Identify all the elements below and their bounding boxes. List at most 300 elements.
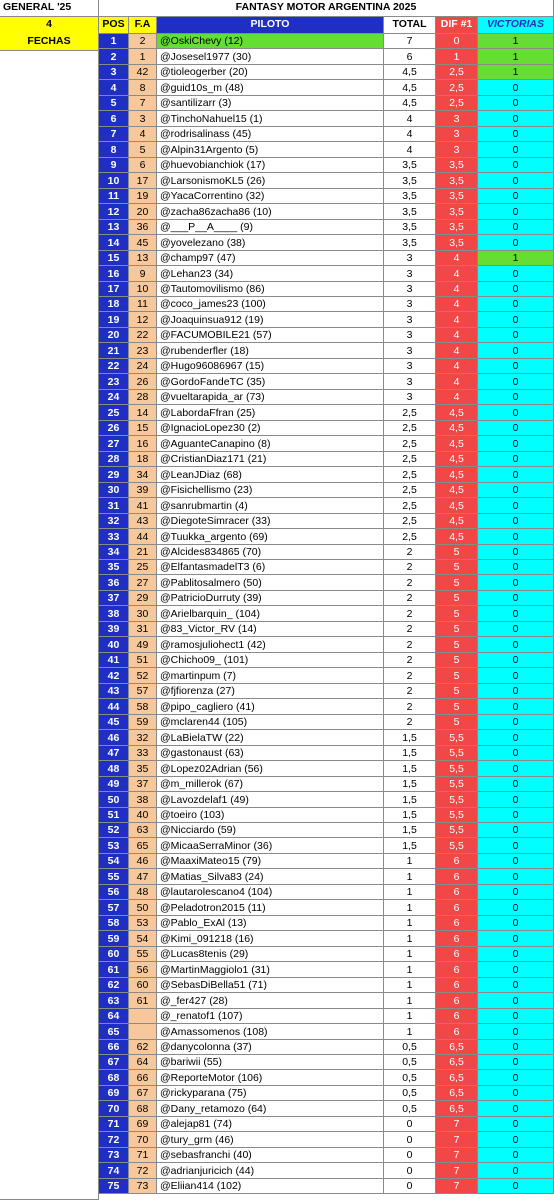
total-cell: 2,5 — [384, 483, 436, 498]
fa-cell: 40 — [129, 808, 157, 823]
fa-cell: 61 — [129, 993, 157, 1009]
dif-cell: 5 — [436, 715, 478, 730]
pos-cell: 33 — [99, 529, 129, 545]
dif-cell: 2,5 — [436, 80, 478, 96]
piloto-cell: @CristianDiaz171 (21) — [157, 452, 384, 467]
total-cell: 2,5 — [384, 514, 436, 529]
victorias-cell: 0 — [478, 575, 554, 591]
dif-cell: 6 — [436, 916, 478, 931]
side-column — [0, 51, 99, 1200]
dif-cell: 5,5 — [436, 761, 478, 777]
fa-cell: 68 — [129, 1101, 157, 1117]
victorias-cell: 0 — [478, 916, 554, 931]
total-cell: 3 — [384, 343, 436, 359]
piloto-cell: @LarsonismoKL5 (26) — [157, 173, 384, 189]
victorias-cell: 0 — [478, 359, 554, 374]
pos-cell: 52 — [99, 823, 129, 838]
pos-cell: 11 — [99, 189, 129, 204]
dif-cell: 6 — [436, 962, 478, 978]
fa-cell: 49 — [129, 637, 157, 653]
victorias-cell: 0 — [478, 1055, 554, 1070]
pos-cell: 40 — [99, 637, 129, 653]
victorias-cell: 0 — [478, 885, 554, 900]
fa-cell: 55 — [129, 947, 157, 962]
table-title: FANTASY MOTOR ARGENTINA 2025 — [99, 0, 554, 17]
fa-cell: 35 — [129, 761, 157, 777]
dif-cell: 5,5 — [436, 808, 478, 823]
victorias-cell: 0 — [478, 436, 554, 452]
piloto-cell: @GordoFandeTC (35) — [157, 374, 384, 390]
total-cell: 3 — [384, 312, 436, 328]
dif-cell: 5 — [436, 699, 478, 715]
pos-cell: 9 — [99, 158, 129, 173]
total-cell: 1 — [384, 854, 436, 869]
piloto-cell: @Tautomovilismo (86) — [157, 282, 384, 297]
victorias-cell: 0 — [478, 390, 554, 405]
pos-cell: 24 — [99, 390, 129, 405]
dif-cell: 5 — [436, 545, 478, 560]
fa-cell: 26 — [129, 374, 157, 390]
piloto-cell: @AguanteCanapino (8) — [157, 436, 384, 452]
total-cell: 3 — [384, 390, 436, 405]
fa-cell: 34 — [129, 467, 157, 483]
fa-cell: 29 — [129, 591, 157, 606]
total-cell: 3 — [384, 328, 436, 343]
piloto-cell: @Kimi_091218 (16) — [157, 931, 384, 947]
total-cell: 2 — [384, 637, 436, 653]
total-cell: 2 — [384, 545, 436, 560]
piloto-cell: @Hugo96086967 (15) — [157, 359, 384, 374]
pos-cell: 4 — [99, 80, 129, 96]
dif-cell: 5,5 — [436, 746, 478, 761]
victorias-cell: 0 — [478, 900, 554, 916]
header-total: TOTAL — [384, 17, 436, 34]
victorias-cell: 0 — [478, 421, 554, 436]
victorias-cell: 0 — [478, 266, 554, 282]
dif-cell: 4 — [436, 251, 478, 266]
total-cell: 1 — [384, 1009, 436, 1024]
fa-cell: 46 — [129, 854, 157, 869]
piloto-cell: @martinpum (7) — [157, 668, 384, 684]
fa-cell: 44 — [129, 529, 157, 545]
fa-cell: 13 — [129, 251, 157, 266]
pos-cell: 63 — [99, 993, 129, 1009]
dif-cell: 3,5 — [436, 189, 478, 204]
fa-cell: 8 — [129, 80, 157, 96]
dif-cell: 7 — [436, 1179, 478, 1194]
fa-cell: 58 — [129, 699, 157, 715]
victorias-cell: 0 — [478, 312, 554, 328]
pos-cell: 64 — [99, 1009, 129, 1024]
total-cell: 3,5 — [384, 235, 436, 251]
pos-cell: 45 — [99, 715, 129, 730]
dif-cell: 4,5 — [436, 467, 478, 483]
pos-cell: 75 — [99, 1179, 129, 1194]
total-cell: 4,5 — [384, 96, 436, 111]
dif-cell: 1 — [436, 49, 478, 65]
fa-cell: 54 — [129, 931, 157, 947]
fa-cell: 4 — [129, 127, 157, 142]
victorias-cell: 0 — [478, 854, 554, 869]
pos-cell: 13 — [99, 220, 129, 235]
piloto-cell: @rickyparana (75) — [157, 1086, 384, 1101]
total-cell: 0 — [384, 1163, 436, 1179]
piloto-cell: @PatricioDurruty (39) — [157, 591, 384, 606]
pos-cell: 67 — [99, 1055, 129, 1070]
total-cell: 4,5 — [384, 65, 436, 80]
total-cell: 3,5 — [384, 220, 436, 235]
victorias-cell: 0 — [478, 96, 554, 111]
pos-cell: 42 — [99, 668, 129, 684]
piloto-cell: @huevobianchiok (17) — [157, 158, 384, 173]
pos-cell: 6 — [99, 111, 129, 127]
victorias-cell: 0 — [478, 1101, 554, 1117]
piloto-cell: @83_Victor_RV (14) — [157, 622, 384, 637]
total-cell: 1,5 — [384, 746, 436, 761]
piloto-cell: @fjfiorenza (27) — [157, 684, 384, 699]
piloto-cell: @DiegoteSimracer (33) — [157, 514, 384, 529]
fa-cell: 47 — [129, 869, 157, 885]
piloto-cell: @rubenderfler (18) — [157, 343, 384, 359]
pos-cell: 3 — [99, 65, 129, 80]
pos-cell: 62 — [99, 978, 129, 993]
total-cell: 7 — [384, 34, 436, 49]
total-cell: 2,5 — [384, 498, 436, 514]
piloto-cell: @LeanJDiaz (68) — [157, 467, 384, 483]
total-cell: 2,5 — [384, 421, 436, 436]
piloto-cell: @OskiChevy (12) — [157, 34, 384, 49]
total-cell: 1 — [384, 916, 436, 931]
victorias-cell: 0 — [478, 80, 554, 96]
dif-cell: 4 — [436, 312, 478, 328]
piloto-cell: @Peladotron2015 (11) — [157, 900, 384, 916]
total-cell: 2 — [384, 591, 436, 606]
fa-cell: 9 — [129, 266, 157, 282]
pos-cell: 5 — [99, 96, 129, 111]
total-cell: 3,5 — [384, 189, 436, 204]
total-cell: 4 — [384, 142, 436, 158]
dif-cell: 7 — [436, 1117, 478, 1132]
pos-cell: 72 — [99, 1132, 129, 1148]
fa-cell: 33 — [129, 746, 157, 761]
pos-cell: 70 — [99, 1101, 129, 1117]
victorias-cell: 0 — [478, 622, 554, 637]
victorias-cell: 0 — [478, 978, 554, 993]
pos-cell: 2 — [99, 49, 129, 65]
pos-cell: 1 — [99, 34, 129, 49]
fa-cell: 17 — [129, 173, 157, 189]
dif-cell: 4 — [436, 328, 478, 343]
dif-cell: 6 — [436, 947, 478, 962]
dif-cell: 3 — [436, 142, 478, 158]
piloto-cell: @Arielbarquin_ (104) — [157, 606, 384, 622]
victorias-cell: 0 — [478, 777, 554, 792]
dif-cell: 4,5 — [436, 483, 478, 498]
dif-cell: 2,5 — [436, 96, 478, 111]
dif-cell: 3,5 — [436, 204, 478, 220]
total-cell: 3 — [384, 359, 436, 374]
victorias-cell: 0 — [478, 808, 554, 823]
victorias-cell: 1 — [478, 34, 554, 49]
victorias-cell: 0 — [478, 158, 554, 173]
pos-cell: 26 — [99, 421, 129, 436]
total-cell: 0,5 — [384, 1086, 436, 1101]
header-victorias: VICTORIAS — [478, 17, 554, 34]
fa-cell: 59 — [129, 715, 157, 730]
piloto-cell: @_fer427 (28) — [157, 993, 384, 1009]
total-cell: 2 — [384, 560, 436, 575]
dif-cell: 6 — [436, 931, 478, 947]
pos-cell: 8 — [99, 142, 129, 158]
fa-cell: 37 — [129, 777, 157, 792]
fa-cell: 36 — [129, 220, 157, 235]
piloto-cell: @rodrisalinass (45) — [157, 127, 384, 142]
total-cell: 2,5 — [384, 529, 436, 545]
victorias-cell: 0 — [478, 823, 554, 838]
pos-cell: 27 — [99, 436, 129, 452]
header-dif: DIF #1 — [436, 17, 478, 34]
piloto-cell: @Pablo_ExAl (13) — [157, 916, 384, 931]
piloto-cell: @Nicciardo (59) — [157, 823, 384, 838]
victorias-cell: 0 — [478, 328, 554, 343]
total-cell: 3 — [384, 374, 436, 390]
victorias-cell: 0 — [478, 746, 554, 761]
victorias-cell: 0 — [478, 684, 554, 699]
piloto-cell: @gastonaust (63) — [157, 746, 384, 761]
sheet-label: GENERAL '25 — [0, 0, 99, 17]
fa-cell: 41 — [129, 498, 157, 514]
dif-cell: 6,5 — [436, 1040, 478, 1055]
piloto-cell: @toeiro (103) — [157, 808, 384, 823]
victorias-cell: 0 — [478, 1086, 554, 1101]
fa-cell: 22 — [129, 328, 157, 343]
total-cell: 0 — [384, 1117, 436, 1132]
pos-cell: 55 — [99, 869, 129, 885]
victorias-cell: 1 — [478, 49, 554, 65]
dif-cell: 5,5 — [436, 730, 478, 746]
fa-cell: 25 — [129, 560, 157, 575]
total-cell: 2 — [384, 699, 436, 715]
piloto-cell: @vueltarapida_ar (73) — [157, 390, 384, 405]
pos-cell: 16 — [99, 266, 129, 282]
dif-cell: 4 — [436, 266, 478, 282]
total-cell: 0 — [384, 1132, 436, 1148]
victorias-cell: 0 — [478, 498, 554, 514]
victorias-cell: 0 — [478, 591, 554, 606]
piloto-cell: @champ97 (47) — [157, 251, 384, 266]
total-cell: 1 — [384, 869, 436, 885]
victorias-cell: 0 — [478, 405, 554, 421]
total-cell: 1,5 — [384, 730, 436, 746]
dif-cell: 5,5 — [436, 823, 478, 838]
victorias-cell: 0 — [478, 1132, 554, 1148]
piloto-cell: @bariwii (55) — [157, 1055, 384, 1070]
piloto-cell: @coco_james23 (100) — [157, 297, 384, 312]
dif-cell: 4 — [436, 390, 478, 405]
dif-cell: 4,5 — [436, 452, 478, 467]
fa-cell: 11 — [129, 297, 157, 312]
piloto-cell: @Alcides834865 (70) — [157, 545, 384, 560]
piloto-cell: @Josesel1977 (30) — [157, 49, 384, 65]
victorias-cell: 0 — [478, 715, 554, 730]
piloto-cell: @m_millerok (67) — [157, 777, 384, 792]
victorias-cell: 0 — [478, 931, 554, 947]
fa-cell: 30 — [129, 606, 157, 622]
victorias-cell: 0 — [478, 173, 554, 189]
fa-cell: 15 — [129, 421, 157, 436]
victorias-cell: 0 — [478, 947, 554, 962]
dif-cell: 5 — [436, 560, 478, 575]
piloto-cell: @Lucas8tenis (29) — [157, 947, 384, 962]
pos-cell: 71 — [99, 1117, 129, 1132]
piloto-cell: @pipo_cagliero (41) — [157, 699, 384, 715]
dif-cell: 5 — [436, 637, 478, 653]
fa-cell: 66 — [129, 1070, 157, 1086]
victorias-cell: 0 — [478, 374, 554, 390]
dif-cell: 4,5 — [436, 436, 478, 452]
total-cell: 0,5 — [384, 1055, 436, 1070]
dif-cell: 5 — [436, 622, 478, 637]
dif-cell: 4 — [436, 343, 478, 359]
fa-cell: 72 — [129, 1163, 157, 1179]
total-cell: 0,5 — [384, 1070, 436, 1086]
pos-cell: 25 — [99, 405, 129, 421]
total-cell: 1,5 — [384, 761, 436, 777]
victorias-cell: 0 — [478, 235, 554, 251]
piloto-cell: @Matias_Silva83 (24) — [157, 869, 384, 885]
total-cell: 1 — [384, 931, 436, 947]
dif-cell: 6 — [436, 993, 478, 1009]
dif-cell: 5 — [436, 653, 478, 668]
fa-cell: 14 — [129, 405, 157, 421]
dif-cell: 4,5 — [436, 529, 478, 545]
total-cell: 1 — [384, 978, 436, 993]
dif-cell: 3 — [436, 127, 478, 142]
victorias-cell: 0 — [478, 1117, 554, 1132]
pos-cell: 56 — [99, 885, 129, 900]
total-cell: 1 — [384, 885, 436, 900]
piloto-cell: @Lavozdelaf1 (49) — [157, 792, 384, 808]
total-cell: 3,5 — [384, 158, 436, 173]
total-cell: 3 — [384, 266, 436, 282]
total-cell: 2 — [384, 668, 436, 684]
pos-cell: 12 — [99, 204, 129, 220]
total-cell: 2 — [384, 575, 436, 591]
pos-cell: 74 — [99, 1163, 129, 1179]
dif-cell: 4 — [436, 374, 478, 390]
total-cell: 1 — [384, 947, 436, 962]
pos-cell: 38 — [99, 606, 129, 622]
dif-cell: 6,5 — [436, 1101, 478, 1117]
pos-cell: 29 — [99, 467, 129, 483]
total-cell: 1 — [384, 1024, 436, 1040]
piloto-cell: @LaBielaTW (22) — [157, 730, 384, 746]
victorias-cell: 0 — [478, 606, 554, 622]
total-cell: 1,5 — [384, 838, 436, 854]
piloto-cell: @adrianjuricich (44) — [157, 1163, 384, 1179]
victorias-cell: 0 — [478, 993, 554, 1009]
victorias-cell: 0 — [478, 792, 554, 808]
piloto-cell: @yovelezano (38) — [157, 235, 384, 251]
pos-cell: 19 — [99, 312, 129, 328]
fa-cell: 60 — [129, 978, 157, 993]
fa-cell: 6 — [129, 158, 157, 173]
piloto-cell: @Amassomenos (108) — [157, 1024, 384, 1040]
piloto-cell: @mclaren44 (105) — [157, 715, 384, 730]
victorias-cell: 0 — [478, 1179, 554, 1194]
piloto-cell: @sanrubmartin (4) — [157, 498, 384, 514]
victorias-cell: 0 — [478, 668, 554, 684]
victorias-cell: 0 — [478, 220, 554, 235]
dif-cell: 3,5 — [436, 220, 478, 235]
piloto-cell: @Lopez02Adrian (56) — [157, 761, 384, 777]
fa-cell: 43 — [129, 514, 157, 529]
fa-cell: 32 — [129, 730, 157, 746]
dif-cell: 4 — [436, 297, 478, 312]
pos-cell: 48 — [99, 761, 129, 777]
dif-cell: 6 — [436, 978, 478, 993]
victorias-cell: 1 — [478, 251, 554, 266]
fa-cell: 20 — [129, 204, 157, 220]
fa-cell: 50 — [129, 900, 157, 916]
pos-cell: 7 — [99, 127, 129, 142]
total-cell: 2,5 — [384, 452, 436, 467]
fa-cell: 64 — [129, 1055, 157, 1070]
fa-cell: 7 — [129, 96, 157, 111]
pos-cell: 49 — [99, 777, 129, 792]
dif-cell: 4,5 — [436, 405, 478, 421]
fa-cell: 16 — [129, 436, 157, 452]
total-cell: 2 — [384, 715, 436, 730]
piloto-cell: @tury_grm (46) — [157, 1132, 384, 1148]
dif-cell: 3,5 — [436, 173, 478, 189]
victorias-cell: 0 — [478, 467, 554, 483]
total-cell: 1,5 — [384, 777, 436, 792]
piloto-cell: @Eliian414 (102) — [157, 1179, 384, 1194]
pos-cell: 17 — [99, 282, 129, 297]
dif-cell: 5 — [436, 591, 478, 606]
piloto-cell: @MartinMaggiolo1 (31) — [157, 962, 384, 978]
piloto-cell: @IgnacioLopez30 (2) — [157, 421, 384, 436]
dif-cell: 5 — [436, 606, 478, 622]
pos-cell: 54 — [99, 854, 129, 869]
piloto-cell: @ElfantasmadelT3 (6) — [157, 560, 384, 575]
dif-cell: 6,5 — [436, 1086, 478, 1101]
fa-cell: 51 — [129, 653, 157, 668]
total-cell: 2,5 — [384, 467, 436, 483]
fa-cell: 31 — [129, 622, 157, 637]
pos-cell: 41 — [99, 653, 129, 668]
total-cell: 2,5 — [384, 405, 436, 421]
fa-cell: 18 — [129, 452, 157, 467]
victorias-cell: 0 — [478, 637, 554, 653]
pos-cell: 44 — [99, 699, 129, 715]
dif-cell: 6 — [436, 885, 478, 900]
pos-cell: 69 — [99, 1086, 129, 1101]
pos-cell: 30 — [99, 483, 129, 498]
dif-cell: 6 — [436, 1024, 478, 1040]
total-cell: 3 — [384, 282, 436, 297]
fa-cell: 28 — [129, 390, 157, 405]
dif-cell: 0 — [436, 34, 478, 49]
pos-cell: 65 — [99, 1024, 129, 1040]
piloto-cell: @ReporteMotor (106) — [157, 1070, 384, 1086]
fa-cell: 23 — [129, 343, 157, 359]
piloto-cell: @YacaCorrentino (32) — [157, 189, 384, 204]
fechas-label: FECHAS — [0, 34, 99, 51]
fa-cell: 45 — [129, 235, 157, 251]
dif-cell: 4,5 — [436, 498, 478, 514]
